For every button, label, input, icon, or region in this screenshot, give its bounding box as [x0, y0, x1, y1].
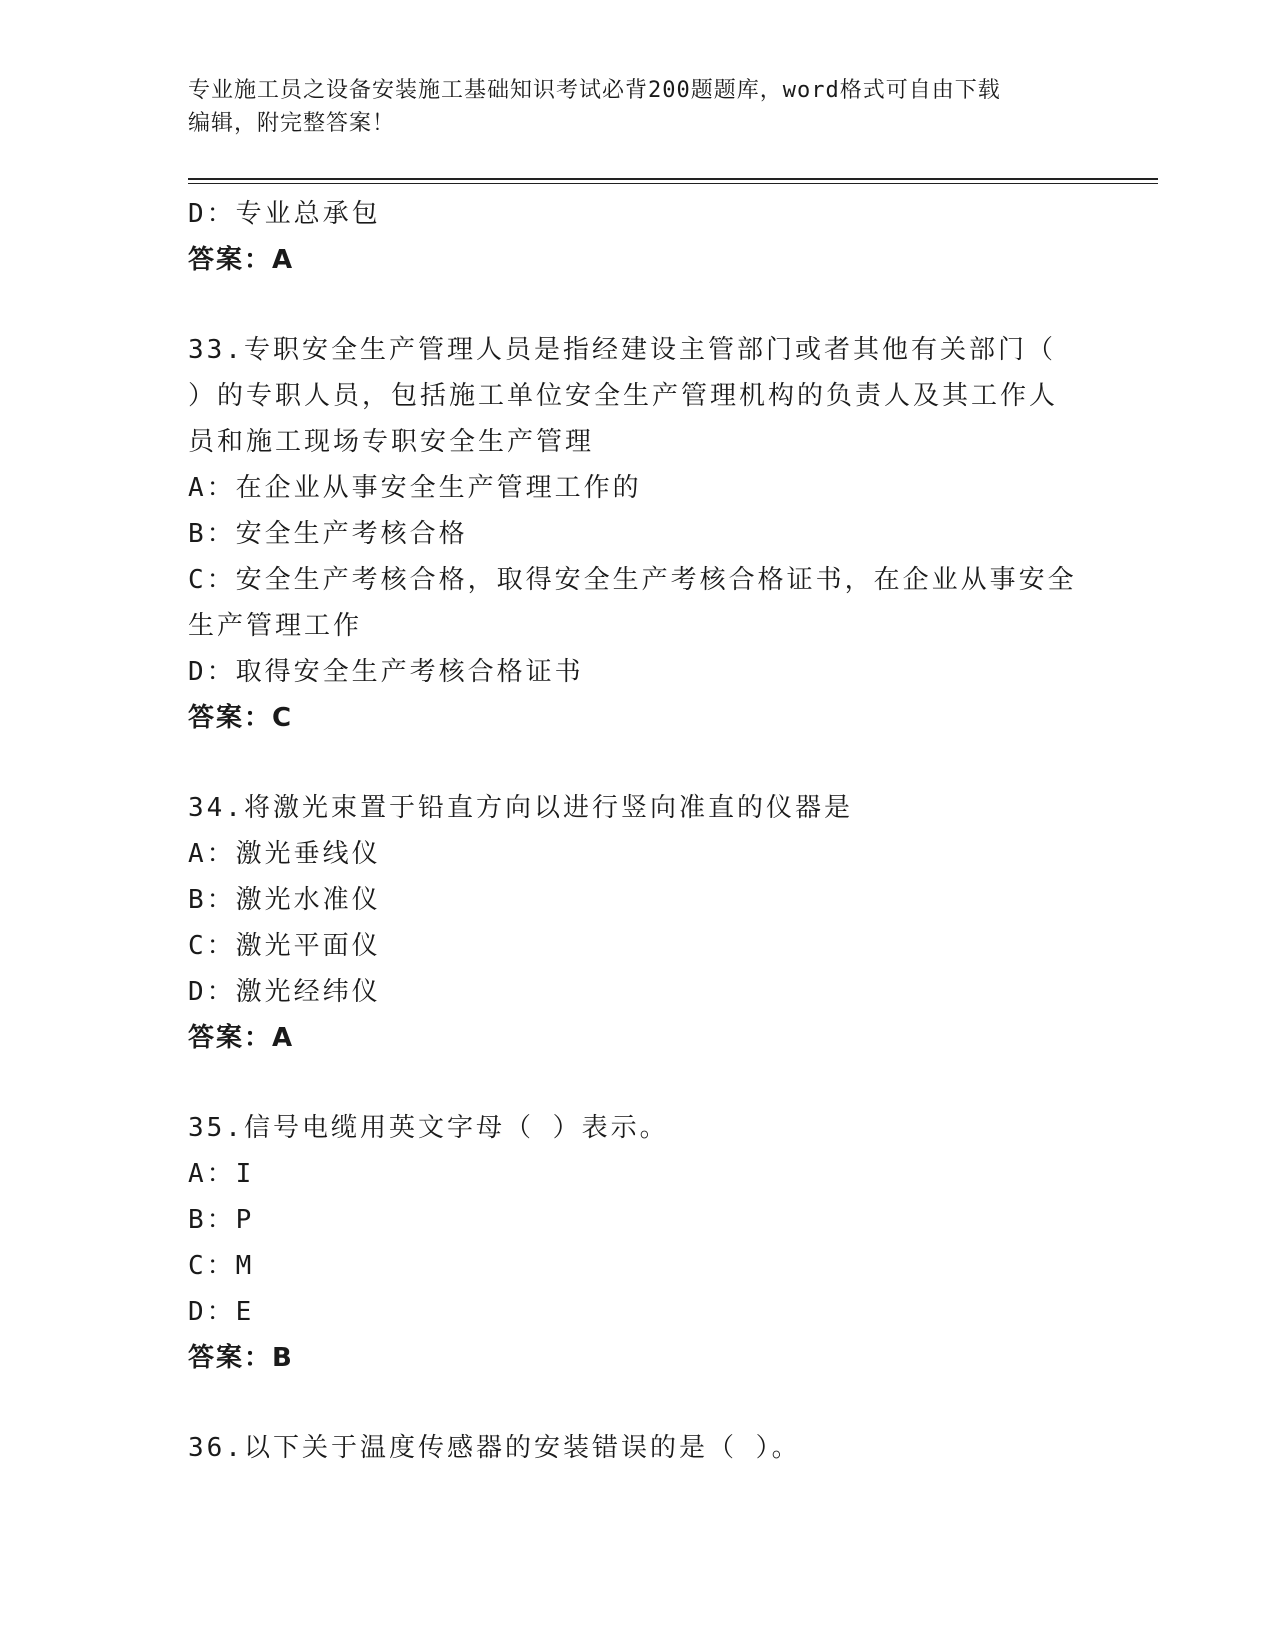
option-a: A：在企业从事安全生产管理工作的	[188, 473, 642, 503]
answer-label: 答案：C	[188, 703, 294, 733]
option-d: D：E	[188, 1297, 255, 1327]
question-text-line: 33.专职安全生产管理人员是指经建设主管部门或者其他有关部门（	[188, 335, 1056, 365]
option-d: D：取得安全生产考核合格证书	[188, 657, 584, 687]
option-c-continued: 生产管理工作	[188, 611, 363, 641]
option-c: C：安全生产考核合格，取得安全生产考核合格证书，在企业从事安全	[188, 565, 1077, 595]
question-block-34	[188, 785, 1088, 1061]
header-title-line-1: 专业施工员之设备安装施工基础知识考试必背200题题库，word格式可自由下载	[188, 78, 1001, 103]
question-list	[188, 191, 1088, 1471]
header-divider-thick	[188, 178, 1158, 180]
option-c: C：激光平面仪	[188, 931, 381, 961]
question-text-line: 员和施工现场专职安全生产管理	[188, 427, 595, 457]
spacer	[188, 741, 1088, 785]
answer-label: 答案：A	[188, 1023, 295, 1053]
spacer	[188, 1061, 1088, 1105]
question-text-line: ）的专职人员，包括施工单位安全生产管理机构的负责人及其工作人	[188, 381, 1059, 411]
option-d: D：专业总承包	[188, 199, 381, 229]
option-b: B：P	[188, 1205, 255, 1235]
option-a: A：激光垂线仪	[188, 839, 381, 869]
question-block-35	[188, 1105, 1088, 1381]
option-a: A：I	[188, 1159, 255, 1189]
option-d: D：激光经纬仪	[188, 977, 381, 1007]
answer-label: 答案：B	[188, 1343, 294, 1373]
spacer	[188, 283, 1088, 327]
spacer	[188, 1381, 1088, 1425]
answer-label: 答案：A	[188, 245, 295, 275]
question-text-line: 34.将激光束置于铅直方向以进行竖向准直的仪器是	[188, 793, 853, 823]
question-block-32-tail	[188, 191, 1088, 283]
header-divider-thin	[188, 183, 1158, 184]
option-b: B：激光水准仪	[188, 885, 381, 915]
option-b: B：安全生产考核合格	[188, 519, 468, 549]
header-title-line-2: 编辑，附完整答案！	[188, 111, 396, 136]
document-header	[188, 74, 1088, 140]
question-block-36	[188, 1425, 1088, 1471]
option-c: C：M	[188, 1251, 255, 1281]
question-text-line: 35.信号电缆用英文字母（ ）表示。	[188, 1113, 669, 1143]
question-text-line: 36.以下关于温度传感器的安装错误的是（ ）。	[188, 1433, 801, 1463]
question-block-33	[188, 327, 1088, 741]
